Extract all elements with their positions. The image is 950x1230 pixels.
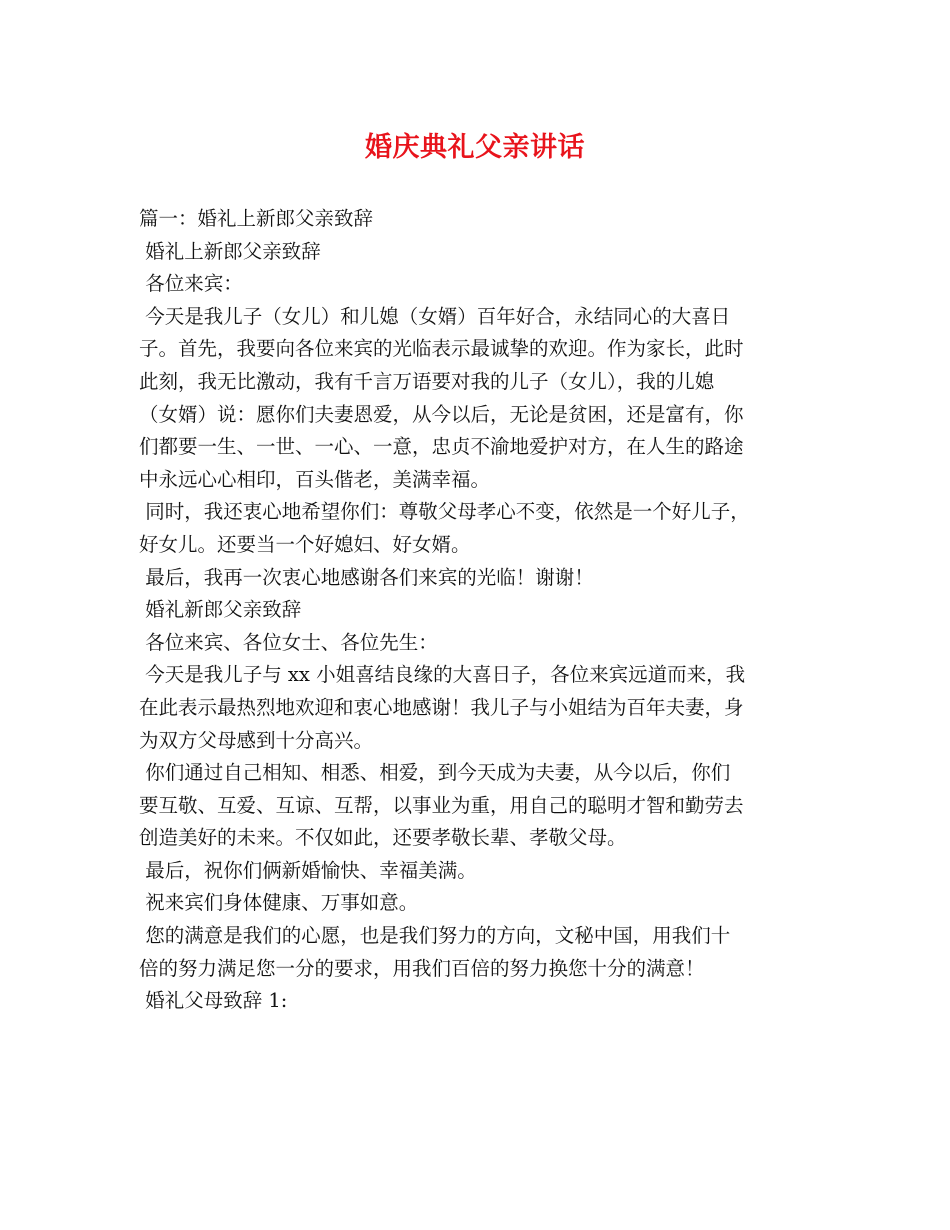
body-line: 好女儿。还要当一个好媳妇、好女婿。 bbox=[139, 532, 471, 556]
body-line: 你们通过自己相知、相悉、相爱，到今天成为夫妻，从今以后，你们 bbox=[139, 761, 731, 785]
body-line: 们都要一生、一世、一心、一意，忠贞不渝地爱护对方，在人生的路途 bbox=[139, 435, 744, 459]
body-line: 祝来宾们身体健康、万事如意。 bbox=[139, 891, 419, 915]
body-line: 同时，我还衷心地希望你们：尊敬父母孝心不变，依然是一个好儿子， bbox=[139, 500, 750, 524]
body-line: 各位来宾、各位女士、各位先生： bbox=[139, 630, 438, 654]
body-line: 要互敬、互爱、互谅、互帮，以事业为重，用自己的聪明才智和勤劳去 bbox=[139, 793, 744, 817]
body-line: 篇一：婚礼上新郎父亲致辞 bbox=[139, 207, 374, 230]
body-line: 您的满意是我们的心愿，也是我们努力的方向，文秘中国，用我们十 bbox=[139, 924, 731, 948]
body-line: 婚礼父母致辞 1: bbox=[139, 989, 288, 1013]
body-line: 在此表示最热烈地欢迎和衷心地感谢！我儿子与小姐结为百年夫妻，身 bbox=[139, 695, 744, 719]
body-line: 各位来宾： bbox=[139, 272, 243, 296]
body-line: 创造美好的未来。不仅如此，还要孝敬长辈、孝敬父母。 bbox=[139, 826, 627, 850]
document-title: 婚庆典礼父亲讲话 bbox=[365, 132, 585, 163]
body-line: 今天是我儿子（女儿）和儿媳（女婿）百年好合，永结同心的大喜日 bbox=[139, 304, 731, 328]
body-line: 最后，我再一次衷心地感谢各们来宾的光临！谢谢！ bbox=[139, 565, 594, 589]
body-line: 此刻，我无比激动，我有千言万语要对我的儿子（女儿），我的儿媳 bbox=[139, 369, 715, 393]
body-line: （女婿）说：愿你们夫妻恩爱，从今以后，无论是贫困，还是富有，你 bbox=[139, 402, 744, 426]
body-line: 为双方父母感到十分高兴。 bbox=[139, 728, 374, 752]
body-line: 倍的努力满足您一分的要求，用我们百倍的努力换您十分的满意！ bbox=[139, 956, 705, 980]
body-line: 子。首先，我要向各位来宾的光临表示最诚挚的欢迎。作为家长，此时 bbox=[139, 337, 744, 361]
document-body bbox=[139, 203, 813, 1018]
body-line: 今天是我儿子与 xx 小姐喜结良缘的大喜日子，各位来宾远道而来，我 bbox=[139, 663, 746, 687]
body-line: 婚礼新郎父亲致辞 bbox=[139, 598, 302, 622]
body-line: 婚礼上新郎父亲致辞 bbox=[139, 239, 321, 263]
body-line: 最后，祝你们俩新婚愉快、幸福美满。 bbox=[139, 858, 477, 882]
body-line: 中永远心心相印，百头偕老，美满幸福。 bbox=[139, 467, 491, 491]
